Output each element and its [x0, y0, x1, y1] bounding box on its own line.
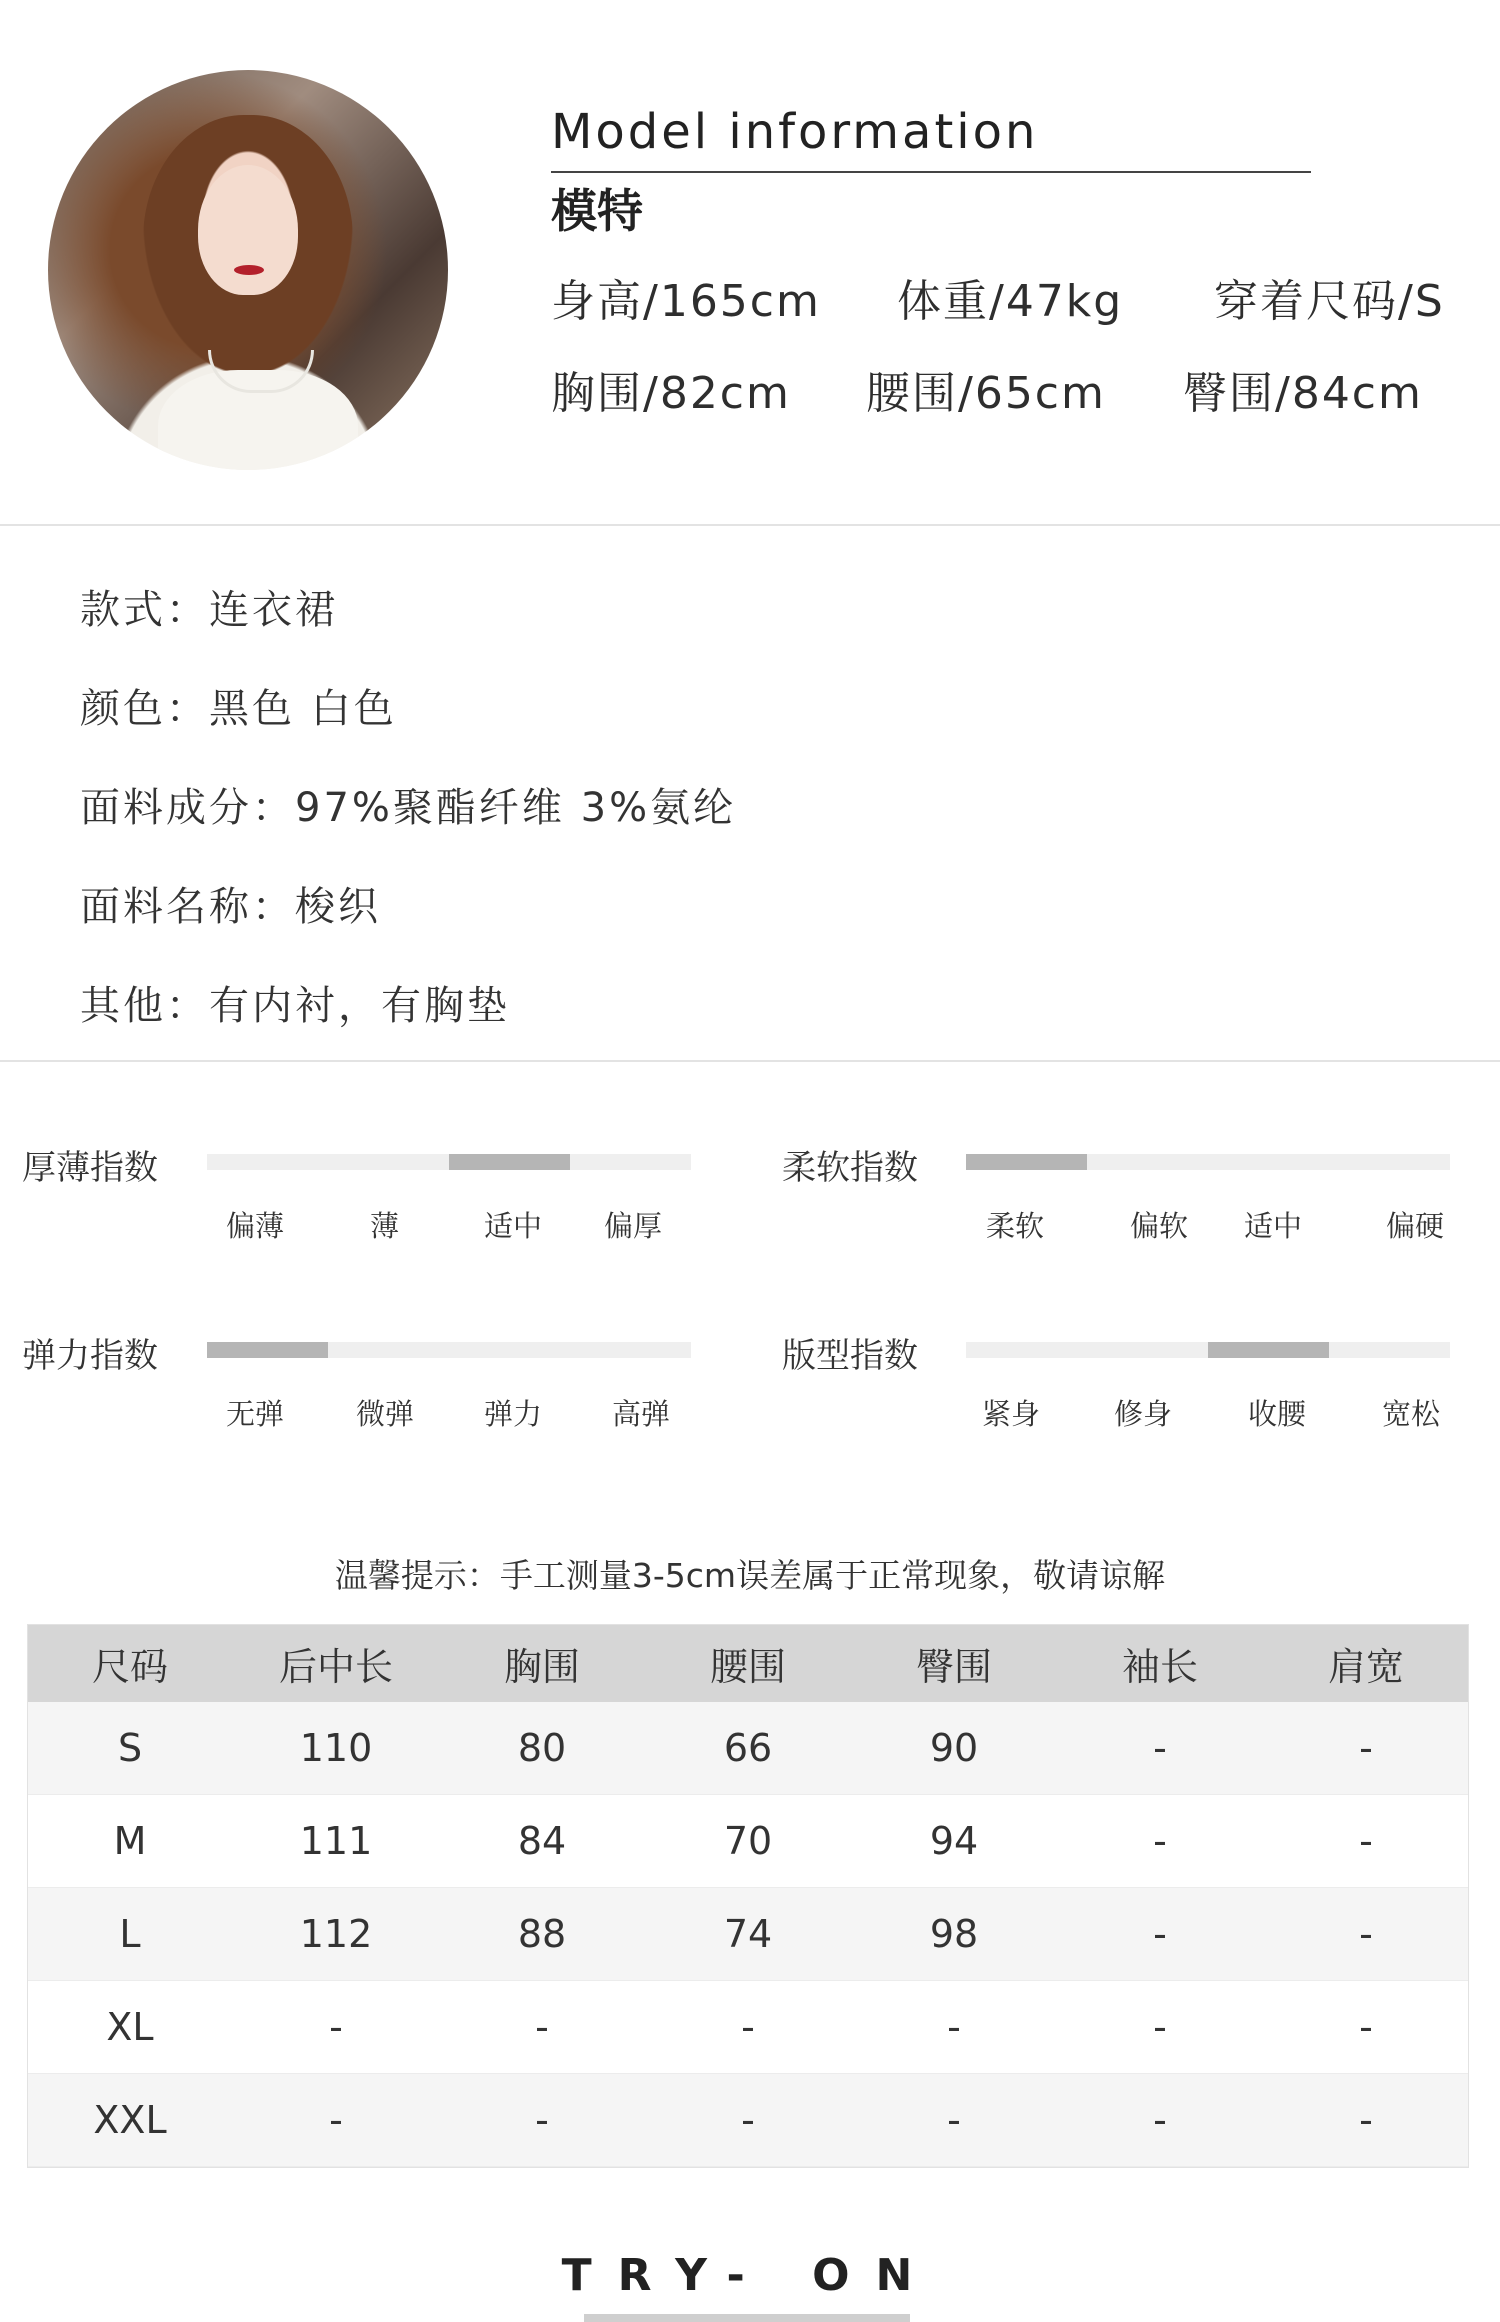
- index-option: 柔软: [986, 1209, 1045, 1243]
- index-label-fit: 版型指数: [782, 1336, 918, 1376]
- index-option: 偏硬: [1386, 1209, 1445, 1243]
- model-size: 穿着尺码/S: [1214, 276, 1445, 327]
- index-option: 偏厚: [604, 1209, 663, 1243]
- index-fill-thickness: [449, 1154, 570, 1170]
- table-cell: -: [645, 1981, 851, 2074]
- index-bar-elasticity: [207, 1342, 691, 1358]
- index-label-thickness: 厚薄指数: [22, 1148, 158, 1188]
- table-cell: L: [27, 1888, 233, 1981]
- table-cell: -: [1057, 1702, 1263, 1795]
- table-cell: S: [27, 1702, 233, 1795]
- index-fill-fit: [1208, 1342, 1329, 1358]
- table-cell: 74: [645, 1888, 851, 1981]
- model-bust: 胸围/82cm: [551, 368, 791, 419]
- table-cell: -: [1263, 1981, 1469, 2074]
- table-cell: -: [439, 1981, 645, 2074]
- table-cell: M: [27, 1795, 233, 1888]
- index-option: 偏软: [1130, 1209, 1189, 1243]
- section-divider: [0, 524, 1500, 526]
- index-option: 高弹: [612, 1397, 671, 1431]
- attr-style: 款式：连衣裙: [80, 587, 338, 633]
- size-table-header: [27, 1624, 1469, 1702]
- index-option: 弹力: [484, 1397, 543, 1431]
- index-bar-thickness: [207, 1154, 691, 1170]
- model-lips: [234, 265, 264, 275]
- table-cell: 88: [439, 1888, 645, 1981]
- tryon-heading: TRY- ON: [561, 2250, 939, 2301]
- table-cell: 80: [439, 1702, 645, 1795]
- index-option: 偏薄: [226, 1209, 285, 1243]
- table-cell: -: [1263, 1702, 1469, 1795]
- model-waist: 腰围/65cm: [866, 368, 1106, 419]
- table-cell: 84: [439, 1795, 645, 1888]
- index-option: 薄: [370, 1209, 400, 1243]
- table-cell: 111: [233, 1795, 439, 1888]
- index-bar-fit: [966, 1342, 1450, 1358]
- index-fill-softness: [966, 1154, 1087, 1170]
- index-option: 收腰: [1248, 1397, 1307, 1431]
- table-cell: -: [851, 1981, 1057, 2074]
- model-photo: [48, 70, 448, 470]
- model-hip: 臀围/84cm: [1183, 368, 1423, 419]
- model-weight: 体重/47kg: [897, 276, 1124, 327]
- table-cell: 110: [233, 1702, 439, 1795]
- index-option: 微弹: [356, 1397, 415, 1431]
- table-cell: -: [851, 2074, 1057, 2167]
- section-divider: [0, 1060, 1500, 1062]
- attr-fabric-composition: 面料成分：97%聚酯纤维 3%氨纶: [80, 785, 737, 831]
- index-bar-softness: [966, 1154, 1450, 1170]
- header-back-length: 后中长: [233, 1624, 439, 1702]
- table-cell: XXL: [27, 2074, 233, 2167]
- table-cell: -: [233, 1981, 439, 2074]
- attr-color: 颜色：黑色 白色: [80, 686, 397, 732]
- title-underline: [551, 171, 1311, 173]
- header-waist: 腰围: [645, 1624, 851, 1702]
- attr-fabric-name: 面料名称：梭织: [80, 884, 381, 930]
- table-cell: -: [233, 2074, 439, 2167]
- table-cell: -: [1057, 1795, 1263, 1888]
- header-hip: 臀围: [851, 1624, 1057, 1702]
- index-fill-elasticity: [207, 1342, 328, 1358]
- index-option: 适中: [484, 1209, 543, 1243]
- table-row: [27, 1981, 1469, 2074]
- index-option: 宽松: [1382, 1397, 1441, 1431]
- table-cell: -: [1057, 1981, 1263, 2074]
- model-height: 身高/165cm: [551, 276, 821, 327]
- table-cell: XL: [27, 1981, 233, 2074]
- table-cell: 66: [645, 1702, 851, 1795]
- size-table: [27, 1624, 1469, 2167]
- table-cell: 90: [851, 1702, 1057, 1795]
- header-size: 尺码: [27, 1624, 233, 1702]
- table-row: [27, 1702, 1469, 1795]
- table-cell: 98: [851, 1888, 1057, 1981]
- measurement-notice: 温馨提示：手工测量3-5cm误差属于正常现象，敬请谅解: [334, 1556, 1166, 1595]
- table-cell: -: [439, 2074, 645, 2167]
- table-row: [27, 1795, 1469, 1888]
- index-option: 适中: [1244, 1209, 1303, 1243]
- table-cell: -: [1057, 2074, 1263, 2167]
- table-cell: -: [1057, 1888, 1263, 1981]
- index-option: 修身: [1114, 1397, 1173, 1431]
- table-cell: 70: [645, 1795, 851, 1888]
- table-cell: -: [1263, 1888, 1469, 1981]
- header-sleeve: 袖长: [1057, 1624, 1263, 1702]
- index-label-softness: 柔软指数: [782, 1148, 918, 1188]
- model-info-title: Model information: [551, 104, 1039, 160]
- model-face: [198, 165, 298, 295]
- table-row: [27, 1888, 1469, 1981]
- table-cell: -: [645, 2074, 851, 2167]
- header-bust: 胸围: [439, 1624, 645, 1702]
- table-row: [27, 2074, 1469, 2167]
- tryon-underline: [584, 2314, 910, 2322]
- table-cell: 94: [851, 1795, 1057, 1888]
- table-cell: 112: [233, 1888, 439, 1981]
- header-shoulder: 肩宽: [1263, 1624, 1469, 1702]
- index-option: 无弹: [226, 1397, 285, 1431]
- index-label-elasticity: 弹力指数: [22, 1336, 158, 1376]
- table-cell: -: [1263, 1795, 1469, 1888]
- attr-other: 其他：有内衬，有胸垫: [80, 983, 510, 1029]
- index-option: 紧身: [982, 1397, 1041, 1431]
- model-info-subtitle: 模特: [551, 184, 643, 238]
- table-cell: -: [1263, 2074, 1469, 2167]
